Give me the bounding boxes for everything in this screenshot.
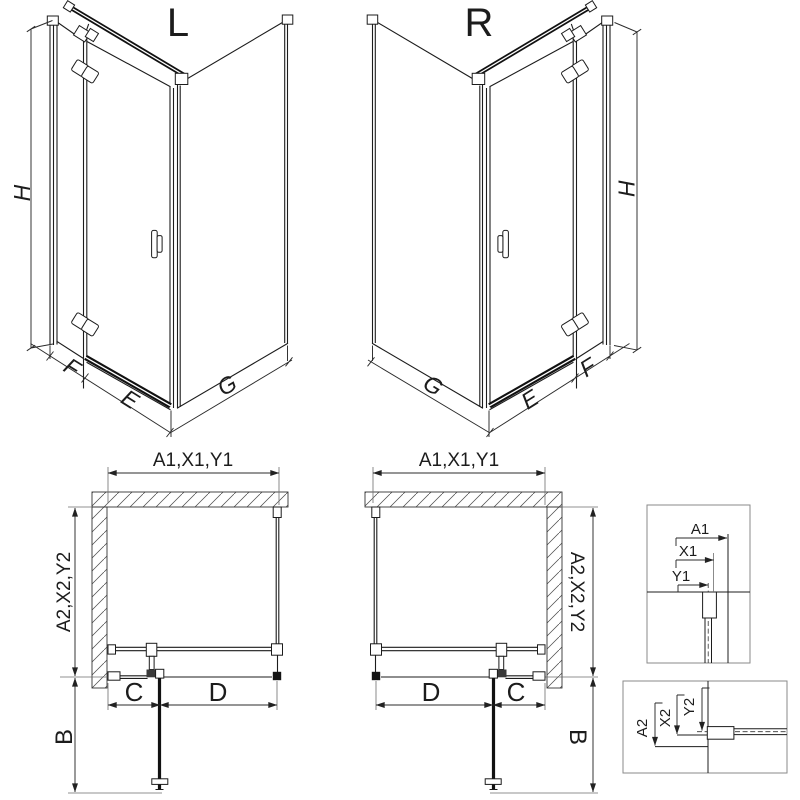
side-panel-cap [282,15,293,24]
bar-tee-connector [496,643,507,656]
segment-d-label: D [208,677,228,707]
door-handle [503,230,509,257]
depth-dimension-label: A2,X2,Y2 [54,551,75,633]
door-handle [152,230,158,257]
door-dimension-label: E [116,384,144,415]
corner-post-plan [273,672,281,680]
iso-right-title: R [464,1,494,45]
width-dimension-label: A1,X1,Y1 [418,450,500,471]
corner-post-plan [372,672,380,680]
wall-top-hatched [92,492,288,507]
open-door-handle [152,779,168,785]
wall-profile-cap [602,16,613,25]
side-panel-dimension-label: G [418,369,448,401]
bar-tee-connector [146,643,157,656]
depth-dimension-label: A2,X2,Y2 [566,551,587,633]
bar-wall-bracket [108,645,116,654]
y2-label: Y2 [681,697,698,717]
iso-view-left [9,1,293,437]
y1-label: Y1 [671,568,691,585]
bar-tee-stub [149,656,154,669]
fixed-panel-dimension-label: F [574,352,601,382]
glass-in-plan [374,517,541,678]
door-swing-dimension-label: B [564,728,591,746]
wall-profile-section [707,727,734,740]
hinge-plate [489,669,497,678]
x2-label: X2 [657,708,674,728]
dimension-lines-right-iso [368,23,642,438]
iso-left-title: L [166,1,190,45]
side-panel-wall-profile [273,507,281,518]
wall-profile-section [703,592,717,618]
wall-left-hatched [92,507,107,688]
glass-in-plan [112,517,279,678]
wall-right-hatched [547,507,562,688]
corner-connector [272,644,283,655]
iso-view-right [367,1,641,437]
wall-top-hatched [365,492,562,507]
door-swing-dimension-label: B [51,728,78,746]
open-door-handle [485,779,501,785]
corner-post-connector [175,73,188,84]
corner-connector [371,644,382,655]
segment-c-label: C [124,677,144,707]
width-dimension-label: A1,X1,Y1 [152,450,234,471]
side-panel-dimension-label: G [212,369,242,401]
height-dimension-label: H [9,184,35,202]
door-handle-plate [157,236,162,253]
detail-box-depth-profile [623,681,787,773]
bar-tee-stub [499,656,504,669]
corner-post-connector [472,73,485,84]
a1-label: A1 [690,521,710,538]
front-wall-profile [108,672,120,680]
fixed-panel-dimension-label: F [59,352,86,382]
side-panel-wall-profile [372,507,380,518]
detail-box-width-profile [647,505,750,663]
segment-d-label: D [421,677,441,707]
height-dimension-label: H [613,179,640,197]
segment-c-label: C [506,677,526,707]
a2-label: A2 [634,718,651,738]
door-handle-plate [498,236,503,253]
plan-view-right [365,450,598,793]
door-dimension-label: E [516,384,544,415]
front-wall-profile [533,672,545,680]
hinge-plate [156,669,164,678]
bar-wall-bracket [538,645,546,654]
side-panel-cap [367,15,378,24]
x1-label: X1 [678,543,698,560]
plan-view-left [51,450,288,793]
wall-profile-cap [47,16,58,25]
